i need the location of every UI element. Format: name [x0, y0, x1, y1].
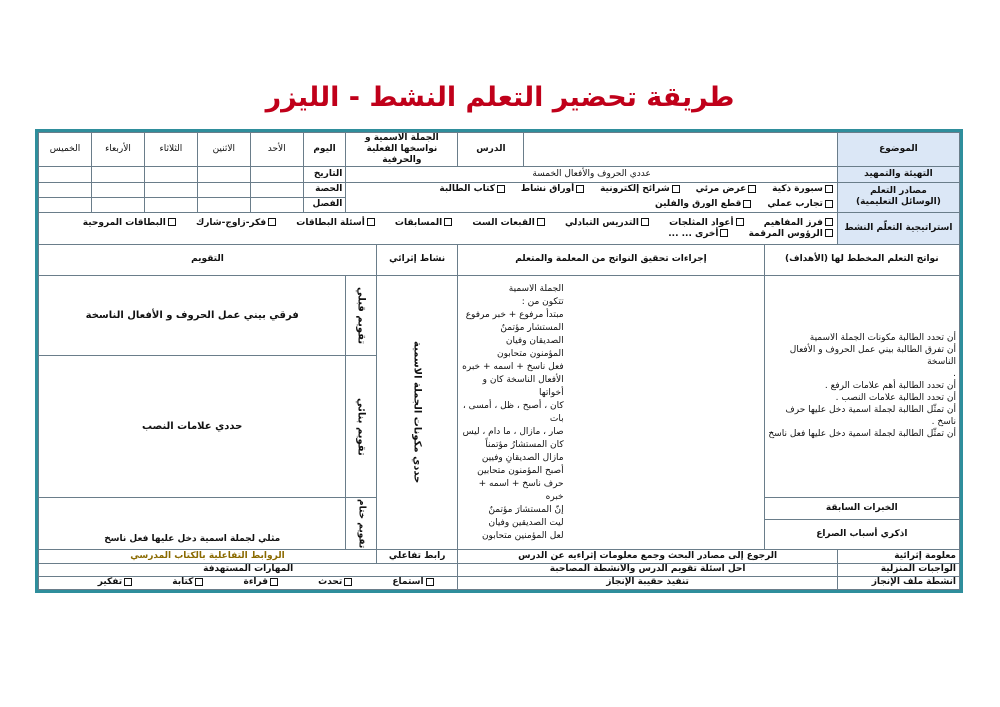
strategy-option[interactable]: فكر-زاوج-شارك [188, 218, 277, 228]
outcomes-list: أن تحدد الطالبة مكونات الجملة الاسمية أن تفرق الطالبة بيني عمل الحروف و الأفعال الناسخة . أن تحدد الطالبة أهم علامات الرفع . أن تحدد الطالبة علامات النصب . أن تمثّل الطالبة لجملة اسمية دخل عليها حرف ناسخ . أن تمثّل الطالبة لجملة اسمية دخل عليها فعل ناسخ [764, 275, 959, 497]
prior-label: الخبرات السابقة [764, 497, 959, 519]
checkbox-icon [426, 578, 434, 586]
day-thursday: الخميس [39, 133, 92, 167]
evaluation-header: التقويم [39, 245, 377, 275]
checkbox-icon [344, 578, 352, 586]
homework-text: أحل أسئلة تقويم الدرس والأنشطة المصاحبة [458, 563, 838, 576]
source-option[interactable]: تجارب عملي [767, 199, 834, 209]
day-label: اليوم [303, 133, 346, 167]
checkbox-icon [736, 218, 744, 226]
procedures-header: إجراءات تحقيق النواتج من المعلمة والمتعلم [458, 245, 764, 275]
skill-option[interactable]: استماع [374, 577, 434, 587]
subject-label: الموضوع [837, 133, 959, 167]
source-option[interactable]: سبورة ذكية [772, 184, 834, 194]
intro-value: عددي الحروف والأفعال الخمسة [346, 167, 838, 182]
class-label: الفصل [303, 197, 346, 212]
day-sunday: الأحد [250, 133, 303, 167]
period-label: الحصة [303, 182, 346, 197]
checkbox-icon [268, 218, 276, 226]
checkbox-icon [743, 200, 751, 208]
sources-options-row2 [346, 197, 838, 212]
lesson-plan-table [35, 129, 963, 593]
checkbox-icon [672, 185, 680, 193]
lesson-label: الدرس [458, 133, 524, 167]
strategy-option[interactable]: المسابقات [387, 218, 453, 228]
skills-options [39, 576, 458, 589]
checkbox-icon [641, 218, 649, 226]
date-label: التاريخ [303, 167, 346, 182]
enrichment-activity: حددي مكونات الجملة الاسمية [376, 275, 457, 550]
enrichment-info-text: الرجوع إلى مصادر البحث وجمع معلومات إثراءيه عن الدرس [458, 550, 838, 563]
formative-eval-text: حددي علامات النصب [39, 356, 346, 498]
procedures-list: الجملة الاسمية تتكون من : مبتدأ مرفوع + خبر مرفوع المستشار مؤتمنٌ الصديقان وفيان المؤمنون متحابون فعل ناسخ + اسمه + خبره الأفعال الناسخة كان و أخواتها كان ، أصبح ، ظل ، أمسى ، بات صار ، مازال ، ما دام ، ليس كان المستشارُ مؤتمناً مازال الصديقانِ وفيين أصبح المؤمنون متحابين حرف ناسخ + اسمه + خبره إنّ المستشارَ مؤتمنٌ ليت الصديقين وفيان لعل المؤمنين متحابون [458, 275, 764, 550]
checkbox-icon [825, 200, 833, 208]
skill-option[interactable]: تفكير [80, 577, 133, 587]
outcomes-header: نواتج التعلم المخطط لها (الأهداف) [764, 245, 959, 275]
prior-text: اذكري أسباب الصراع [764, 520, 959, 550]
pre-eval-label: تقويم قبلي [346, 275, 377, 356]
checkbox-icon [124, 578, 132, 586]
checkbox-icon [825, 218, 833, 226]
homework-label: الواجبات المنزلية [837, 563, 959, 576]
checkbox-icon [720, 229, 728, 237]
checkbox-icon [748, 185, 756, 193]
intro-label: التهيئة والتمهيد [837, 167, 959, 182]
final-eval-text: مثلي لجملة اسمية دخل عليها فعل ناسخ [39, 497, 346, 550]
enrichment-info-label: معلومة إثرائية [837, 550, 959, 563]
source-option[interactable]: عرض مرئي [696, 184, 758, 194]
sources-label: مصادر التعلم (الوسائل التعليمية) [837, 182, 959, 212]
checkbox-icon [537, 218, 545, 226]
checkbox-icon [270, 578, 278, 586]
skill-option[interactable]: تحدث [300, 577, 353, 587]
checkbox-icon [168, 218, 176, 226]
strategy-option[interactable]: فرز المفاهيم [756, 218, 834, 228]
checkbox-icon [825, 185, 833, 193]
strategy-label: استراتيجية التعلّم النشط [837, 212, 959, 244]
formative-eval-label: تقويم بنائي [346, 356, 377, 498]
skills-label: المهارات المستهدفة [39, 563, 458, 576]
skill-option[interactable]: كتابة [154, 577, 204, 587]
strategy-option[interactable]: أعواد المثلجات [661, 218, 744, 228]
checkbox-icon [576, 185, 584, 193]
page-title: طريقة تحضير التعلم النشط - الليزر [265, 82, 735, 113]
strategy-option[interactable]: أخرى ... ... [660, 229, 729, 239]
sources-options-row1 [346, 182, 838, 197]
strategy-option[interactable]: التدريس التبادلي [557, 218, 650, 228]
strategy-option[interactable]: أسئلة البطاقات [288, 218, 375, 228]
source-option[interactable]: أوراق نشاط [521, 184, 585, 194]
day-tuesday: الثلاثاء [144, 133, 197, 167]
source-option[interactable]: كتاب الطالبة [439, 184, 506, 194]
checkbox-icon [444, 218, 452, 226]
skill-option[interactable]: قراءة [226, 577, 280, 587]
achievement-label: أنشطة ملف الإنجاز [837, 576, 959, 589]
checkbox-icon [497, 185, 505, 193]
interactive-link-label: رابط تفاعلي [376, 550, 457, 563]
checkbox-icon [195, 578, 203, 586]
day-wednesday: الأربعاء [92, 133, 145, 167]
source-option[interactable]: قطع الورق والفلين [655, 199, 752, 209]
strategy-options [39, 212, 838, 244]
checkbox-icon [367, 218, 375, 226]
source-option[interactable]: شرائح إلكترونية [600, 184, 681, 194]
checkbox-icon [825, 229, 833, 237]
day-monday: الاثنين [197, 133, 250, 167]
enrichment-header: نشاط إثرائي [376, 245, 457, 275]
strategy-option[interactable]: القبعات الست [464, 218, 545, 228]
strategy-option[interactable]: الرؤوس المرقمة [741, 229, 834, 239]
interactive-link-text: الروابط التفاعلية بالكتاب المدرسي [39, 550, 377, 563]
strategy-option[interactable]: البطاقات المروحية [75, 218, 177, 228]
final-eval-label: تقويم ختام [346, 497, 377, 550]
lesson-value: الجملة الاسمية و نواسخها الفعلية والحرفية [346, 133, 458, 167]
pre-eval-text: فرقي بيني عمل الحروف و الأفعال الناسخة [39, 275, 346, 356]
achievement-text: تنفيذ حقيبة الإنجاز [458, 576, 838, 589]
